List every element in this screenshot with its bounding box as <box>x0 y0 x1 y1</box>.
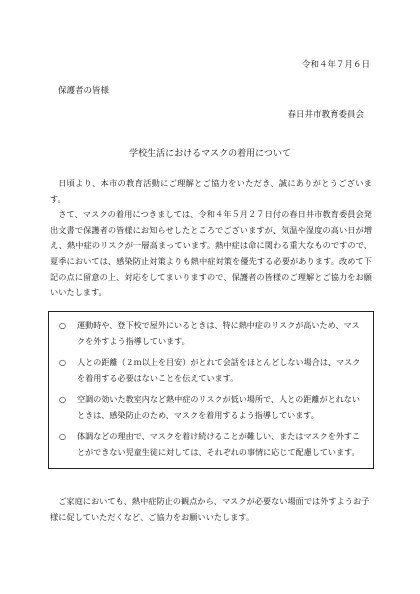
guidance-box <box>48 311 374 469</box>
guidance-item-text: 空調の効いた教室内など熱中症のリスクが低い場所で、人との距離がとれないときは、感染防止のため、マスクを着用するよう指導しています。 <box>77 394 360 420</box>
document-title: 学校生活におけるマスクの着用について <box>129 149 291 159</box>
circle-bullet-icon: ○ <box>59 320 67 330</box>
circle-bullet-icon: ○ <box>59 431 67 441</box>
closing-paragraph: ご家庭においても、熱中症防止の観点から、マスクが必要ない場面では外すようお子様に促していただくなど、ご協力をお願いいたします。 <box>50 496 370 522</box>
circle-bullet-icon: ○ <box>59 394 67 404</box>
guidance-item <box>59 317 363 349</box>
document-date: 令和４年７月６日 <box>301 60 370 70</box>
guidance-item <box>59 391 363 423</box>
guidance-item-text: 体調などの理由で、マスクを着け続けることが難しい、またはマスクを外すことができない児童生徒に対しては、それぞれの事情に応じて配慮しています。 <box>77 431 361 457</box>
guidance-item <box>59 354 363 386</box>
guidance-item <box>59 428 363 460</box>
body-paragraph-2: さて、マスクの着用につきましては、令和４年５月２７日付の春日井市教育委員会発出文書で保護者の皆様にお知らせしたところでございますが、気温や湿度の高い日が増え、熱中症のリスクが一層高まっています。熱中症は命に関わる重大なものですので、夏季においては、感染防止対策よりも熱中症対策を優先する必要があります。改めて下記の点に留意の上、対応をしてまいりますので、保護者の皆様のご理解とご協力をお願いいたします。 <box>50 209 372 298</box>
issuer-line: 春日井市教育委員会 <box>287 110 364 120</box>
guidance-item-text: 人との距離（２ｍ以上を目安）がとれて会話をほとんどしない場合は、マスクを着用する必要はないことを伝えています。 <box>77 357 361 383</box>
guidance-item-text: 運動時や、登下校で屋外にいるときは、特に熱中症のリスクが高いため、マスクを外すよう指導しています。 <box>77 320 360 346</box>
body-paragraph-1: 日頃より、本市の教育活動にご理解とご協力をいただき、誠にありがとうございます。 <box>50 178 372 204</box>
circle-bullet-icon: ○ <box>59 357 67 367</box>
recipient-line: 保護者の皆様 <box>58 86 110 96</box>
body-text <box>50 176 372 301</box>
